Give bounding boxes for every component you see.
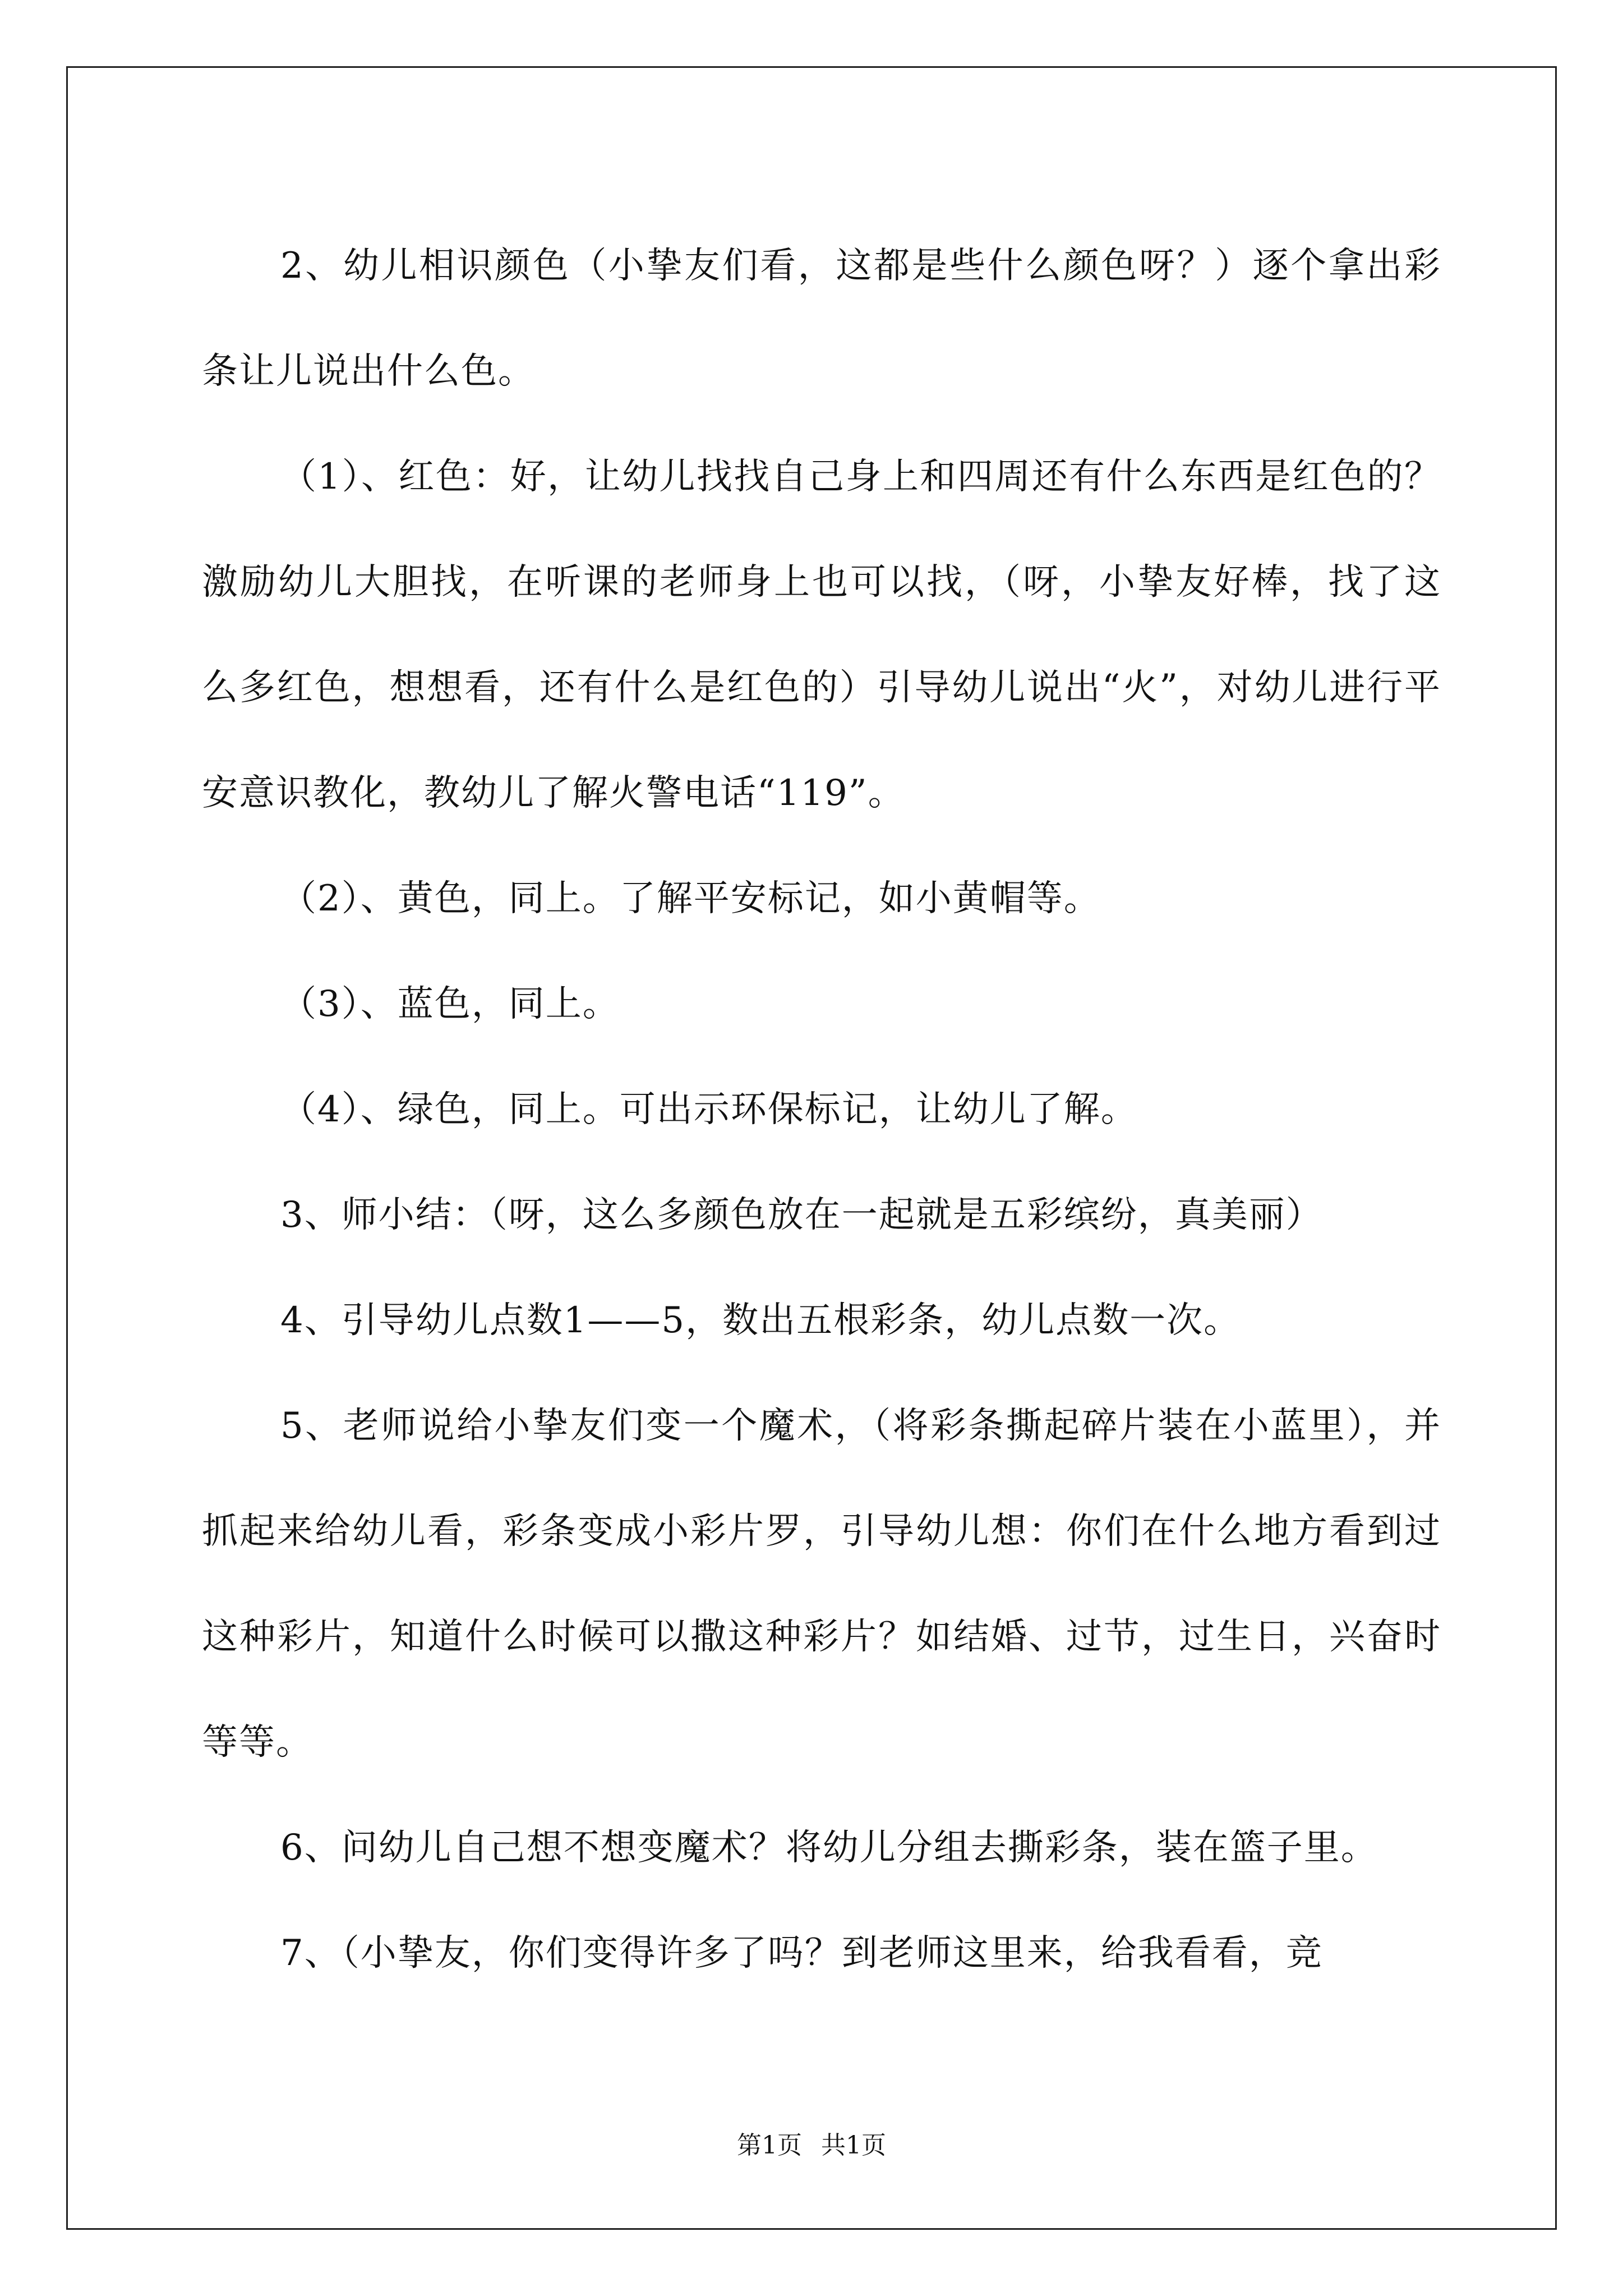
page-footer: 第1页 共1页 [737,2131,886,2160]
paragraph-6: 3、师小结：（呀，这么多颜色放在一起就是五彩缤纷，真美丽） [280,1194,1323,1236]
paragraph-10: 7、（小挚友，你们变得许多了吗？到老师这里来，给我看看，竞 [280,1932,1323,1974]
paragraph-4: （3）、蓝色，同上。 [280,983,620,1025]
paragraph-9: 6、问幼儿自己想不想变魔术？将幼儿分组去撕彩条，装在篮子里。 [280,1827,1378,1869]
paragraph-5: （4）、绿色，同上。可出示环保标记，让幼儿了解。 [280,1089,1138,1130]
document-body [202,213,1441,2006]
paragraph-7: 4、引导幼儿点数1——5，数出五根彩条，幼儿点数一次。 [280,1300,1241,1341]
paragraph-8: 5、老师说给小挚友们变一个魔术，（将彩条撕起碎片装在小蓝里），并抓起来给幼儿看，彩条变成小彩片罗，引导幼儿想：你们在什么地方看到过这种彩片，知道什么时候可以撒这种彩片？如结婚、过节，过生日，兴奋时等等。 [202,1405,1441,1763]
paragraph-3: （2）、黄色，同上。了解平安标记，如小黄帽等。 [280,878,1101,919]
paragraph-1: 2、幼儿相识颜色（小挚友们看，这都是些什么颜色呀？）逐个拿出彩条让儿说出什么色。 [202,245,1441,392]
paragraph-2: （1）、红色：好，让幼儿找找自己身上和四周还有什么东西是红色的？激励幼儿大胆找，在听课的老师身上也可以找，（呀，小挚友好棒，找了这么多红色，想想看，还有什么是红色的）引导幼儿说出“火”，对幼儿进行平安意识教化，教幼儿了解火警电话“119”。 [202,456,1441,814]
